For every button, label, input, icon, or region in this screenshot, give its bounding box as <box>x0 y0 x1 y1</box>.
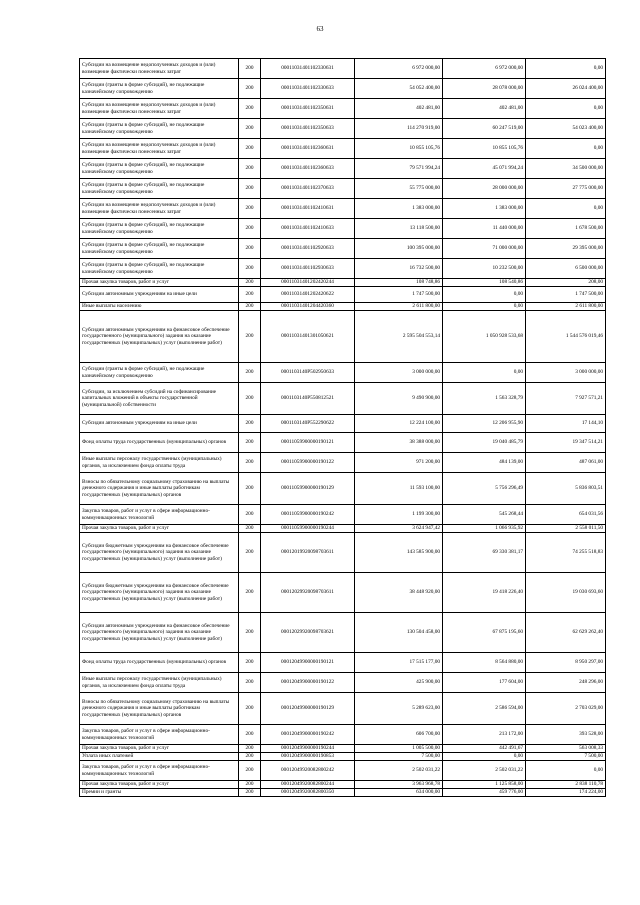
row-approved: 54 052 400,00 <box>355 79 443 99</box>
row-executed: 545 268,44 <box>443 505 526 525</box>
table-row <box>80 79 606 99</box>
row-remaining: 2 558 011,50 <box>526 525 606 533</box>
row-approved: 425 900,00 <box>355 673 443 693</box>
row-executed: 69 330 381,17 <box>443 533 526 573</box>
row-kbk: 00011031401301050621 <box>261 311 355 363</box>
row-executed: 177 604,00 <box>443 673 526 693</box>
row-executed: 402 481,00 <box>443 99 526 119</box>
table-row <box>80 753 606 761</box>
row-name: Субсидии автономным учреждениям на финансовое обеспечение государственного (муниципального) задания на оказание государственных (муниципальных) услуг (выполнение работ) <box>80 311 239 363</box>
row-executed: 2 502 031,22 <box>443 761 526 781</box>
row-approved: 1 383 000,00 <box>355 199 443 219</box>
row-remaining: 1 544 576 019,46 <box>526 311 606 363</box>
row-executed: 442 491,67 <box>443 745 526 753</box>
row-code: 200 <box>239 363 261 383</box>
table-row <box>80 453 606 473</box>
row-name: Иные выплаты персоналу государственных (муниципальных) органов, за исключением фонда оплаты труда <box>80 453 239 473</box>
row-code: 200 <box>239 119 261 139</box>
row-remaining: 34 500 000,00 <box>526 159 606 179</box>
table-row <box>80 311 606 363</box>
row-code: 200 <box>239 383 261 415</box>
row-approved: 9 490 900,00 <box>355 383 443 415</box>
row-kbk: 00011031401102930633 <box>261 259 355 279</box>
row-executed: 1 066 935,92 <box>443 525 526 533</box>
row-remaining: 26 024 400,00 <box>526 79 606 99</box>
row-kbk: 00011031401102360631 <box>261 139 355 159</box>
row-approved: 1 199 300,00 <box>355 505 443 525</box>
row-code: 200 <box>239 533 261 573</box>
table-row <box>80 279 606 287</box>
row-kbk: 00011031401102350631 <box>261 99 355 119</box>
row-name: Субсидии (гранты в форме субсидий), не подлежащие казначейскому сопровождению <box>80 79 239 99</box>
row-kbk: 00011031401102330631 <box>261 59 355 79</box>
table-row <box>80 303 606 311</box>
row-executed: 60 247 519,00 <box>443 119 526 139</box>
row-executed: 0,00 <box>443 303 526 311</box>
row-code: 200 <box>239 781 261 789</box>
row-executed: 5 756 296,49 <box>443 473 526 505</box>
row-name: Субсидии (гранты в форме субсидий), не подлежащие казначейскому сопровождению <box>80 159 239 179</box>
row-code: 200 <box>239 573 261 613</box>
row-code: 200 <box>239 311 261 363</box>
row-kbk: 00011031401102410631 <box>261 199 355 219</box>
row-approved: 10 855 105,76 <box>355 139 443 159</box>
row-executed: 1 050 928 533,68 <box>443 311 526 363</box>
row-code: 200 <box>239 279 261 287</box>
row-approved: 1 747 500,00 <box>355 287 443 303</box>
row-approved: 6 972 000,00 <box>355 59 443 79</box>
row-name: Закупка товаров, работ и услуг в сфере информационно-коммуникационных технологий <box>80 505 239 525</box>
table-row <box>80 119 606 139</box>
row-code: 200 <box>239 59 261 79</box>
row-kbk: 00011031401102330633 <box>261 79 355 99</box>
row-approved: 143 585 900,00 <box>355 533 443 573</box>
row-executed: 28 000 000,00 <box>443 179 526 199</box>
row-name: Иные выплаты персоналу государственных (муниципальных) органов, за исключением фонда оплаты труда <box>80 673 239 693</box>
row-remaining: 563 008,33 <box>526 745 606 753</box>
row-name: Субсидии автономным учреждениям на финансовое обеспечение государственного (муниципального) задания на оказание государственных (муниципальных) услуг (выполнение работ) <box>80 613 239 653</box>
row-name: Субсидии бюджетным учреждениям на финансовое обеспечение государственного (муниципального) задания на оказание государственных (муниципальных) услуг (выполнение работ) <box>80 573 239 613</box>
row-name: Прочая закупка товаров, работ и услуг <box>80 781 239 789</box>
row-executed: 484 139,00 <box>443 453 526 473</box>
table-row <box>80 287 606 303</box>
row-name: Субсидии (гранты в форме субсидий), не подлежащие казначейскому сопровождению <box>80 363 239 383</box>
row-code: 200 <box>239 287 261 303</box>
row-executed: 28 078 000,00 <box>443 79 526 99</box>
row-kbk: 00012049900000190242 <box>261 725 355 745</box>
row-approved: 3 963 968,78 <box>355 781 443 789</box>
row-executed: 1 563 328,79 <box>443 383 526 415</box>
row-kbk: 00011059900000190121 <box>261 433 355 453</box>
row-kbk: 00011031401102370633 <box>261 179 355 199</box>
row-kbk: 00012049900000190244 <box>261 745 355 753</box>
row-code: 200 <box>239 199 261 219</box>
row-remaining: 1 678 500,00 <box>526 219 606 239</box>
table-row <box>80 179 606 199</box>
row-code: 200 <box>239 139 261 159</box>
row-remaining: 1 747 500,00 <box>526 287 606 303</box>
row-executed: 67 875 195,60 <box>443 613 526 653</box>
row-name: Прочая закупка товаров, работ и услуг <box>80 745 239 753</box>
row-code: 200 <box>239 433 261 453</box>
row-code: 200 <box>239 219 261 239</box>
row-code: 200 <box>239 239 261 259</box>
row-kbk: 00012049920082800244 <box>261 781 355 789</box>
row-executed: 19 040 485,79 <box>443 433 526 453</box>
row-remaining: 29 395 000,00 <box>526 239 606 259</box>
row-executed: 45 071 994,24 <box>443 159 526 179</box>
row-name: Закупка товаров, работ и услуг в сфере информационно-коммуникационных технологий <box>80 761 239 781</box>
row-remaining: 17 144,10 <box>526 415 606 433</box>
row-kbk: 0001103140P552290622 <box>261 415 355 433</box>
row-code: 200 <box>239 525 261 533</box>
row-name: Субсидии на возмещение недополученных доходов и (или) возмещение фактически понесенных затрат <box>80 59 239 79</box>
table-row <box>80 199 606 219</box>
row-kbk: 00012049900000190122 <box>261 673 355 693</box>
table-row <box>80 99 606 119</box>
row-approved: 3 000 000,00 <box>355 363 443 383</box>
row-executed: 2 586 594,00 <box>443 693 526 725</box>
row-remaining: 174 224,00 <box>526 789 606 797</box>
row-executed: 19 418 226,40 <box>443 573 526 613</box>
row-name: Закупка товаров, работ и услуг в сфере информационно-коммуникационных технологий <box>80 725 239 745</box>
row-remaining: 487 061,00 <box>526 453 606 473</box>
row-code: 200 <box>239 179 261 199</box>
row-executed: 459 776,00 <box>443 789 526 797</box>
row-approved: 16 732 500,00 <box>355 259 443 279</box>
table-row <box>80 781 606 789</box>
row-remaining: 0,00 <box>526 139 606 159</box>
row-code: 200 <box>239 99 261 119</box>
row-approved: 13 118 500,00 <box>355 219 443 239</box>
row-approved: 38 388 000,00 <box>355 433 443 453</box>
row-remaining: 2 703 029,00 <box>526 693 606 725</box>
table-row <box>80 693 606 725</box>
row-executed: 11 440 000,00 <box>443 219 526 239</box>
row-code: 200 <box>239 505 261 525</box>
row-code: 200 <box>239 79 261 99</box>
row-executed: 0,00 <box>443 753 526 761</box>
table-row <box>80 259 606 279</box>
row-approved: 2 595 504 553,14 <box>355 311 443 363</box>
row-remaining: 2 611 800,00 <box>526 303 606 311</box>
row-kbk: 00012049900000190853 <box>261 753 355 761</box>
row-remaining: 6 500 000,00 <box>526 259 606 279</box>
row-approved: 55 775 000,00 <box>355 179 443 199</box>
table-row <box>80 725 606 745</box>
row-approved: 108 748,86 <box>355 279 443 287</box>
row-name: Субсидии на возмещение недополученных доходов и (или) возмещение фактически понесенных затрат <box>80 139 239 159</box>
row-kbk: 00011059900000190129 <box>261 473 355 505</box>
row-name: Субсидии (гранты в форме субсидий), не подлежащие казначейскому сопровождению <box>80 179 239 199</box>
row-code: 200 <box>239 613 261 653</box>
row-kbk: 00012029920098703621 <box>261 613 355 653</box>
row-name: Субсидии, за исключением субсидий на софинансирование капитальных вложений в объекты государственной (муниципальной) собственности <box>80 383 239 415</box>
row-kbk: 0001103140P502950633 <box>261 363 355 383</box>
row-remaining: 3 000 000,00 <box>526 363 606 383</box>
table-row <box>80 505 606 525</box>
row-name: Субсидии автономным учреждениям на иные цели <box>80 287 239 303</box>
row-executed: 71 000 000,00 <box>443 239 526 259</box>
row-name: Субсидии автономным учреждениям на иные цели <box>80 415 239 433</box>
table-row <box>80 573 606 613</box>
row-remaining: 8 950 297,00 <box>526 653 606 673</box>
row-name: Субсидии (гранты в форме субсидий), не подлежащие казначейскому сопровождению <box>80 119 239 139</box>
row-kbk: 00012049900000190129 <box>261 693 355 725</box>
row-approved: 100 395 000,00 <box>355 239 443 259</box>
row-approved: 38 448 920,00 <box>355 573 443 613</box>
row-remaining: 0,00 <box>526 199 606 219</box>
row-approved: 11 593 100,00 <box>355 473 443 505</box>
row-kbk: 0001103140P550812521 <box>261 383 355 415</box>
budget-execution-table <box>79 58 606 797</box>
row-name: Субсидии (гранты в форме субсидий), не подлежащие казначейскому сопровождению <box>80 239 239 259</box>
row-approved: 5 289 623,00 <box>355 693 443 725</box>
row-kbk: 00012049920082800242 <box>261 761 355 781</box>
row-approved: 12 224 100,00 <box>355 415 443 433</box>
row-kbk: 00011059900000190122 <box>261 453 355 473</box>
row-code: 200 <box>239 745 261 753</box>
row-executed: 10 855 105,76 <box>443 139 526 159</box>
row-kbk: 00011031401102360633 <box>261 159 355 179</box>
row-approved: 1 005 500,00 <box>355 745 443 753</box>
row-name: Премии и гранты <box>80 789 239 797</box>
row-kbk: 00011059900000190244 <box>261 525 355 533</box>
row-code: 200 <box>239 473 261 505</box>
table-row <box>80 415 606 433</box>
table-row <box>80 159 606 179</box>
table-row <box>80 653 606 673</box>
row-code: 200 <box>239 725 261 745</box>
table-row <box>80 383 606 415</box>
row-code: 200 <box>239 693 261 725</box>
row-approved: 17 515 177,00 <box>355 653 443 673</box>
row-kbk: 00011031401202420244 <box>261 279 355 287</box>
row-approved: 7 500,00 <box>355 753 443 761</box>
row-kbk: 00011059900000190242 <box>261 505 355 525</box>
row-executed: 108 540,86 <box>443 279 526 287</box>
row-remaining: 5 836 803,51 <box>526 473 606 505</box>
row-remaining: 27 775 000,00 <box>526 179 606 199</box>
row-code: 200 <box>239 415 261 433</box>
table-row <box>80 613 606 653</box>
row-remaining: 7 927 571,21 <box>526 383 606 415</box>
row-remaining: 7 500,00 <box>526 753 606 761</box>
row-kbk: 00012049920082800350 <box>261 789 355 797</box>
row-remaining: 62 629 262,40 <box>526 613 606 653</box>
row-code: 200 <box>239 673 261 693</box>
row-kbk: 00012049900000190121 <box>261 653 355 673</box>
row-approved: 2 502 031,22 <box>355 761 443 781</box>
row-executed: 0,00 <box>443 287 526 303</box>
page-number: 63 <box>316 25 324 33</box>
row-remaining: 74 255 518,83 <box>526 533 606 573</box>
row-remaining: 0,00 <box>526 99 606 119</box>
row-kbk: 00011031401102920633 <box>261 239 355 259</box>
row-kbk: 00012029920098703611 <box>261 573 355 613</box>
row-approved: 79 571 994,24 <box>355 159 443 179</box>
table-row <box>80 363 606 383</box>
row-remaining: 19 030 693,60 <box>526 573 606 613</box>
row-executed: 1 383 000,00 <box>443 199 526 219</box>
table-row <box>80 761 606 781</box>
table-row <box>80 139 606 159</box>
row-code: 200 <box>239 761 261 781</box>
row-code: 200 <box>239 753 261 761</box>
row-approved: 634 000,00 <box>355 789 443 797</box>
row-executed: 0,00 <box>443 363 526 383</box>
row-approved: 606 700,00 <box>355 725 443 745</box>
row-remaining: 248 296,00 <box>526 673 606 693</box>
row-remaining: 208,00 <box>526 279 606 287</box>
table-row <box>80 533 606 573</box>
row-executed: 213 172,00 <box>443 725 526 745</box>
table-row <box>80 745 606 753</box>
row-executed: 1 125 858,00 <box>443 781 526 789</box>
row-approved: 114 270 919,00 <box>355 119 443 139</box>
table-row <box>80 59 606 79</box>
row-remaining: 19 347 514,21 <box>526 433 606 453</box>
row-name: Субсидии на возмещение недополученных доходов и (или) возмещение фактически понесенных затрат <box>80 199 239 219</box>
row-code: 200 <box>239 259 261 279</box>
row-name: Субсидии на возмещение недополученных доходов и (или) возмещение фактически понесенных затрат <box>80 99 239 119</box>
row-remaining: 0,00 <box>526 59 606 79</box>
row-name: Субсидии (гранты в форме субсидий), не подлежащие казначейскому сопровождению <box>80 259 239 279</box>
row-name: Субсидии бюджетным учреждениям на финансовое обеспечение государственного (муниципального) задания на оказание государственных (муниципальных) услуг (выполнение работ) <box>80 533 239 573</box>
row-remaining: 54 023 400,00 <box>526 119 606 139</box>
table-row <box>80 673 606 693</box>
row-approved: 402 481,00 <box>355 99 443 119</box>
table-row <box>80 219 606 239</box>
row-name: Взносы по обязательному социальному страхованию на выплаты денежного содержания и иные выплаты работникам государственных (муниципальных) органов <box>80 473 239 505</box>
row-approved: 3 624 947,42 <box>355 525 443 533</box>
row-name: Фонд оплаты труда государственных (муниципальных) органов <box>80 653 239 673</box>
row-kbk: 00011031401202420622 <box>261 287 355 303</box>
table-row <box>80 433 606 453</box>
row-name: Взносы по обязательному социальному страхованию на выплаты денежного содержания и иные выплаты работникам государственных (муниципальных) органов <box>80 693 239 725</box>
table-row <box>80 239 606 259</box>
row-name: Иные выплаты населению <box>80 303 239 311</box>
row-code: 200 <box>239 653 261 673</box>
row-approved: 971 200,00 <box>355 453 443 473</box>
row-remaining: 654 031,56 <box>526 505 606 525</box>
row-approved: 2 611 800,00 <box>355 303 443 311</box>
row-executed: 12 206 955,90 <box>443 415 526 433</box>
row-kbk: 00011031401102350633 <box>261 119 355 139</box>
row-executed: 10 232 500,00 <box>443 259 526 279</box>
table-row <box>80 473 606 505</box>
row-kbk: 00012019920098703611 <box>261 533 355 573</box>
row-remaining: 0,00 <box>526 761 606 781</box>
row-kbk: 00011031401204420360 <box>261 303 355 311</box>
row-code: 200 <box>239 789 261 797</box>
row-kbk: 00011031401102410633 <box>261 219 355 239</box>
row-name: Субсидии (гранты в форме субсидий), не подлежащие казначейскому сопровождению <box>80 219 239 239</box>
table-row <box>80 789 606 797</box>
row-name: Прочая закупка товаров, работ и услуг <box>80 525 239 533</box>
row-executed: 6 972 000,00 <box>443 59 526 79</box>
row-code: 200 <box>239 303 261 311</box>
row-name: Уплата иных платежей <box>80 753 239 761</box>
table-row <box>80 525 606 533</box>
row-remaining: 393 528,00 <box>526 725 606 745</box>
row-remaining: 2 838 110,78 <box>526 781 606 789</box>
row-code: 200 <box>239 159 261 179</box>
row-code: 200 <box>239 453 261 473</box>
row-name: Прочая закупка товаров, работ и услуг <box>80 279 239 287</box>
row-name: Фонд оплаты труда государственных (муниципальных) органов <box>80 433 239 453</box>
row-executed: 8 564 880,00 <box>443 653 526 673</box>
row-approved: 130 504 458,00 <box>355 613 443 653</box>
